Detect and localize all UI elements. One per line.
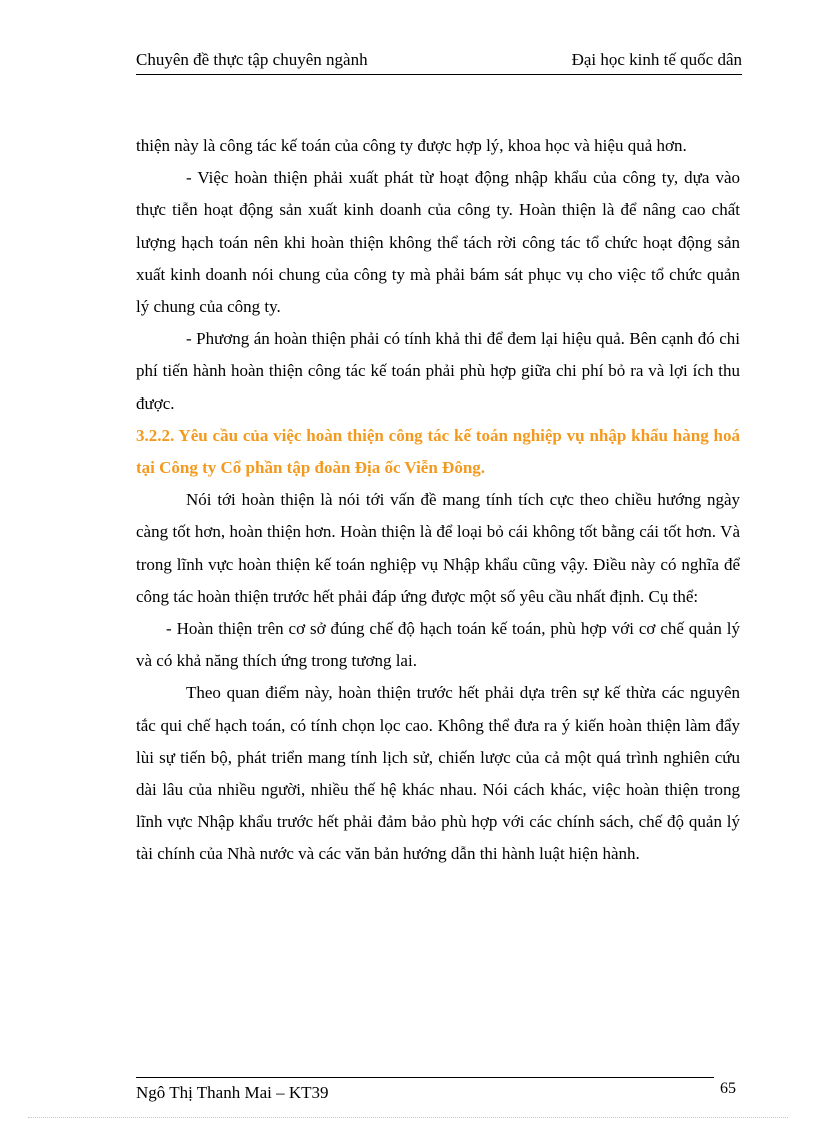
- header-title: Chuyên đề thực tập chuyên ngành: [136, 50, 368, 69]
- paragraph-continuation: thiện này là công tác kế toán của công ty được hợp lý, khoa học và hiệu quả hơn.: [136, 136, 687, 155]
- paragraph-intro: Nói tới hoàn thiện là nói tới vấn đề mang tính tích cực theo chiều hướng ngày càng tốt hơn, hoàn thiện hơn. Hoàn thiện là để loại bỏ cái không tốt bằng cái tốt hơn. Và trong lĩnh vực hoàn thiện kế toán nghiệp vụ Nhập khẩu cũng vậy. Điều này có nghĩa để công tác hoàn thiện trước hết phải đáp ứng được một số yêu cầu nhất định. Cụ thể:: [136, 490, 740, 606]
- footer-divider: [136, 1077, 714, 1078]
- page-header: [136, 50, 742, 75]
- section-heading: 3.2.2. Yêu cầu của việc hoàn thiện công tác kế toán nghiệp vụ nhập khẩu hàng hoá tại Công ty Cổ phần tập đoàn Địa ốc Viễn Đông.: [136, 425, 740, 478]
- paragraph-bullet-regime: - Hoàn thiện trên cơ sở đúng chế độ hạch toán kế toán, phù hợp với cơ chế quản lý và có khả năng thích ứng trong tương lai.: [136, 619, 740, 671]
- header-university: Đại học kinh tế quốc dân: [571, 50, 742, 69]
- paragraph-requirement-import: - Việc hoàn thiện phải xuất phát từ hoạt động nhập khẩu của công ty, dựa vào thực tiễn hoạt động sản xuất kinh doanh của công ty. Hoàn thiện là để nâng cao chất lượng hạch toán nên khi hoàn thiện không thể tách rời công tác tổ chức hoạt động sản xuất kinh doanh nói chung của công ty mà phải bám sát phục vụ cho việc tổ chức quản lý chung của công ty.: [136, 168, 740, 317]
- paragraph-viewpoint: Theo quan điểm này, hoàn thiện trước hết phải dựa trên sự kế thừa các nguyên tắc qui chế hạch toán, có tính chọn lọc cao. Không thể đưa ra ý kiến hoàn thiện làm đẩy lùi sự tiến bộ, phát triển mang tính lịch sử, chiến lược của cả một quá trình nghiên cứu dài lâu của nhiều người, nhiều thế hệ khác nhau. Nói cách khác, việc hoàn thiện trong lĩnh vực Nhập khẩu trước hết phải đảm bảo phù hợp với các chính sách, chế độ quản lý tài chính của Nhà nước và các văn bản hướng dẫn thi hành luật hiện hành.: [136, 683, 740, 864]
- document-body: [136, 130, 740, 871]
- paragraph-requirement-feasible: - Phương án hoàn thiện phải có tính khả thi để đem lại hiệu quả. Bên cạnh đó chi phí tiến hành hoàn thiện công tác kế toán phải phù hợp giữa chi phí bỏ ra và lợi ích thu được.: [136, 329, 740, 413]
- page-bottom-border: [28, 1117, 788, 1118]
- page-number: 65: [720, 1080, 736, 1097]
- footer-author: Ngô Thị Thanh Mai – KT39: [136, 1083, 329, 1102]
